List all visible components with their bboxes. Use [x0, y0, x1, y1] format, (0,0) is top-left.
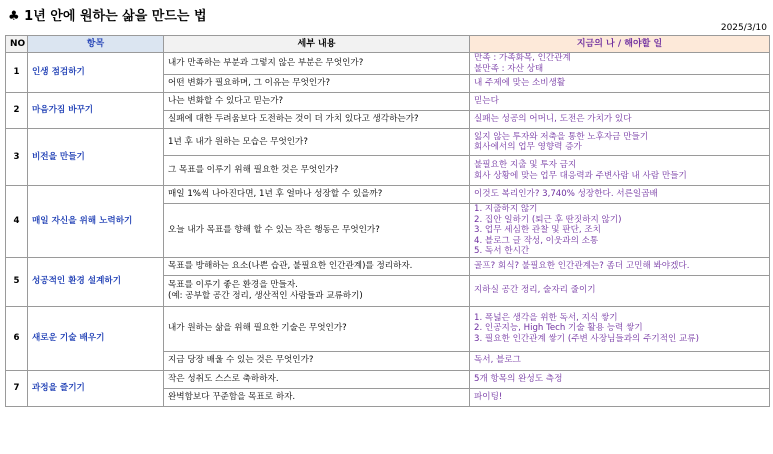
- todo-line: 2. 인공지능, High Tech 기술 활용 능력 쌓기: [474, 323, 643, 334]
- item-name: 과정을 즐기기: [28, 370, 164, 406]
- todo-line: 지하실 공간 정리, 술자리 줄이기: [474, 285, 596, 296]
- header-no: NO: [6, 36, 28, 53]
- detail-cell: [164, 53, 470, 75]
- table-row: [6, 306, 770, 351]
- detail-cell: [164, 156, 470, 186]
- detail-line: 매일 1%씩 나아진다면, 1년 후 얼마나 성장할 수 있을까?: [168, 189, 383, 200]
- header-item: 항목: [28, 36, 164, 53]
- detail-line: 실패에 대한 두려움보다 도전하는 것이 더 가치 있다고 생각하는가?: [168, 114, 419, 125]
- item-name: 새로운 기술 배우기: [28, 306, 164, 370]
- table-row: [6, 186, 770, 204]
- detail-line: 목표를 이루기 좋은 환경을 만들자.: [168, 280, 298, 290]
- item-name: 비전을 만들기: [28, 129, 164, 186]
- todo-line: 1. 폭넓은 생각을 위한 독서, 지식 쌓기: [474, 312, 618, 323]
- item-name: 인생 점검하기: [28, 53, 164, 93]
- detail-cell: [164, 93, 470, 111]
- todo-line: 골프? 회식? 불필요한 인간관계는? 좀더 고민해 봐야겠다.: [474, 260, 690, 271]
- detail-line: 지금 당장 배울 수 있는 것은 무엇인가?: [168, 355, 314, 366]
- todo-cell: [470, 257, 770, 275]
- todo-line: 4. 블로그 글 작성, 이웃과의 소통: [474, 235, 599, 246]
- todo-cell: [470, 306, 770, 351]
- todo-line: 3. 업무 세심한 관찰 및 판단, 조치: [474, 225, 601, 235]
- row-number: 6: [6, 306, 28, 370]
- todo-cell: [470, 53, 770, 75]
- table-body: [6, 53, 770, 407]
- detail-line: 내가 원하는 삶을 위해 필요한 기술은 무엇인가?: [168, 323, 347, 334]
- detail-line: 목표를 방해하는 요소(나쁜 습관, 불필요한 인간관계)를 정리하자.: [168, 260, 413, 271]
- todo-line: 독서, 블로그: [474, 355, 521, 366]
- detail-line: 오늘 내가 목표를 향해 할 수 있는 작은 행동은 무엇인가?: [168, 225, 380, 235]
- todo-line: 만족 : 가족화목, 인간관계: [474, 53, 571, 63]
- table-row: [6, 257, 770, 275]
- row-number: 2: [6, 93, 28, 129]
- item-name: 매일 자신을 위해 노력하기: [28, 186, 164, 258]
- todo-cell: [470, 156, 770, 186]
- plan-table: [5, 35, 770, 407]
- detail-line: 1년 후 내가 원하는 모습은 무엇인가?: [168, 136, 308, 147]
- todo-line: 불필요한 지출 및 투자 금지: [474, 160, 577, 170]
- detail-line: 그 목표를 이루기 위해 필요한 것은 무엇인가?: [168, 165, 339, 176]
- todo-cell: [470, 75, 770, 93]
- todo-cell: [470, 111, 770, 129]
- todo-line: 잃지 않는 투자와 저축을 통한 노후자금 만들기: [474, 131, 649, 142]
- detail-cell: [164, 275, 470, 306]
- detail-cell: [164, 257, 470, 275]
- todo-line: 1. 지출하지 않기: [474, 204, 538, 214]
- todo-line: 5. 독서 한시간: [474, 246, 530, 256]
- row-number: 4: [6, 186, 28, 258]
- todo-line: 회사 상황에 맞는 업무 대응력과 주변사람 내 사람 만들기: [474, 170, 687, 181]
- todo-cell: [470, 186, 770, 204]
- page-title: ♣ 1년 안에 원하는 삶을 만드는 법: [8, 9, 207, 24]
- row-number: 1: [6, 53, 28, 93]
- row-number: 3: [6, 129, 28, 186]
- detail-cell: [164, 186, 470, 204]
- header-row: [6, 36, 770, 53]
- todo-line: 이것도 복리인가? 3,740% 성장한다. 서른일곱배: [474, 189, 658, 200]
- detail-cell: [164, 306, 470, 351]
- item-name: 성공적인 환경 설계하기: [28, 257, 164, 306]
- todo-cell: [470, 129, 770, 156]
- todo-cell: [470, 370, 770, 388]
- date-label: 2025/3/10: [720, 23, 767, 33]
- todo-cell: [470, 388, 770, 406]
- todo-cell: [470, 204, 770, 258]
- todo-line: 믿는다: [474, 96, 499, 107]
- table-row: [6, 370, 770, 388]
- todo-cell: [470, 275, 770, 306]
- detail-line: (예: 공부할 공간 정리, 생산적인 사람들과 교류하기): [168, 290, 363, 301]
- detail-line: 나는 변화할 수 있다고 믿는가?: [168, 96, 284, 107]
- todo-line: 실패는 성공의 어머니, 도전은 가치가 있다: [474, 114, 632, 125]
- detail-cell: [164, 388, 470, 406]
- header-todo: 지금의 나 / 해야할 일: [470, 36, 770, 53]
- detail-cell: [164, 204, 470, 258]
- todo-cell: [470, 93, 770, 111]
- table-row: [6, 53, 770, 75]
- row-number: 7: [6, 370, 28, 406]
- todo-cell: [470, 351, 770, 370]
- detail-cell: [164, 111, 470, 129]
- todo-line: 불만족 : 자산 상태: [474, 63, 544, 74]
- todo-line: 3. 필요한 인간관계 쌓기 (주변 사장님들과의 주기적인 교류): [474, 333, 699, 344]
- todo-line: 2. 집안 일하기 (퇴근 후 딴짓하지 않기): [474, 214, 622, 225]
- table-row: [6, 129, 770, 156]
- row-number: 5: [6, 257, 28, 306]
- todo-line: 내 주제에 맞는 소비생활: [474, 78, 566, 89]
- detail-cell: [164, 370, 470, 388]
- detail-cell: [164, 75, 470, 93]
- todo-line: 5개 항목의 완성도 측정: [474, 373, 563, 384]
- detail-cell: [164, 351, 470, 370]
- detail-cell: [164, 129, 470, 156]
- todo-line: 파이팅!: [474, 391, 503, 402]
- detail-line: 완벽함보다 꾸준함을 목표로 하자.: [168, 391, 296, 402]
- header-detail: 세부 내용: [164, 36, 470, 53]
- detail-line: 작은 성취도 스스로 축하하자.: [168, 373, 279, 384]
- detail-line: 어떤 변화가 필요하며, 그 이유는 무엇인가?: [168, 78, 331, 89]
- detail-line: 내가 만족하는 부분과 그렇지 않은 부분은 무엇인가?: [168, 58, 364, 69]
- table-row: [6, 93, 770, 111]
- todo-line: 회사에서의 업무 영향력 증가: [474, 142, 582, 152]
- item-name: 마음가짐 바꾸기: [28, 93, 164, 129]
